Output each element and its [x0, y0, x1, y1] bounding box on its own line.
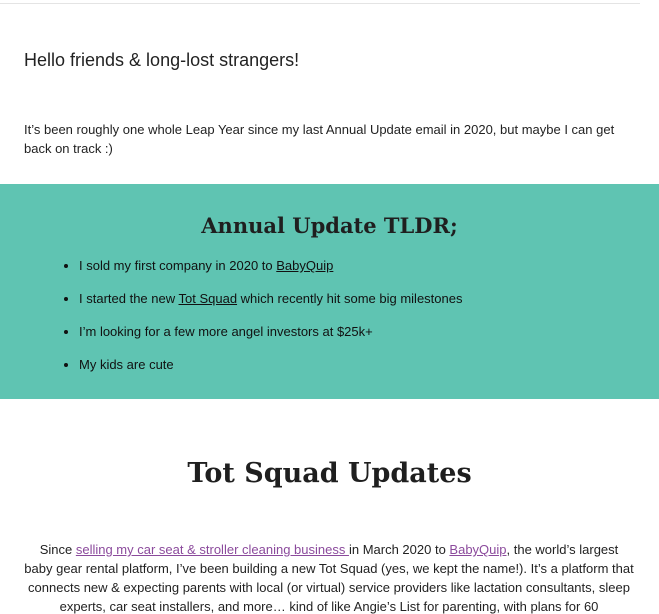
paragraph-text: in March 2020 to: [348, 542, 450, 557]
top-divider: [0, 0, 640, 4]
tot-squad-link[interactable]: Tot Squad: [178, 291, 238, 306]
tldr-section: [0, 184, 659, 399]
paragraph-text: Since: [39, 542, 76, 557]
selling-business-link[interactable]: selling my car seat & stroller cleaning business: [75, 542, 349, 557]
tldr-item: [79, 288, 462, 321]
tldr-title: Annual Update TLDR;: [201, 213, 458, 238]
tldr-item-text: My kids are cute: [79, 357, 174, 372]
tldr-list: [62, 255, 462, 387]
tldr-item: [79, 354, 462, 387]
tldr-item-text: I’m looking for a few more angel investors at $25k+: [79, 324, 373, 339]
tldr-item-text: which recently hit some big milestones: [237, 291, 463, 306]
babyquip-link[interactable]: BabyQuip: [276, 258, 334, 273]
intro-paragraph: It’s been roughly one whole Leap Year since my last Annual Update email in 2020, but maybe I can get back on track :): [24, 122, 615, 156]
tldr-item-text: I sold my first company in 2020 to: [79, 258, 277, 273]
tot-squad-updates-title: Tot Squad Updates: [187, 458, 472, 489]
tldr-item-text: I started the new: [79, 291, 179, 306]
babyquip-link-body[interactable]: BabyQuip: [449, 542, 507, 557]
greeting-heading: Hello friends & long-lost strangers!: [24, 50, 300, 70]
paragraph-text: , the world’s largest baby gear rental platform, I’ve been building a new Tot Squad (yes, we kept the name!). It’s a platform that connects new & expecting parents with local (or virtual) service providers like lactation consultants, sleep experts, car seat installers, and more… kind of like Angie’s List for parenting, with plans for 60: [24, 542, 634, 614]
tot-squad-paragraph: [24, 540, 634, 614]
tldr-item: [79, 255, 462, 288]
tldr-item: [79, 321, 462, 354]
